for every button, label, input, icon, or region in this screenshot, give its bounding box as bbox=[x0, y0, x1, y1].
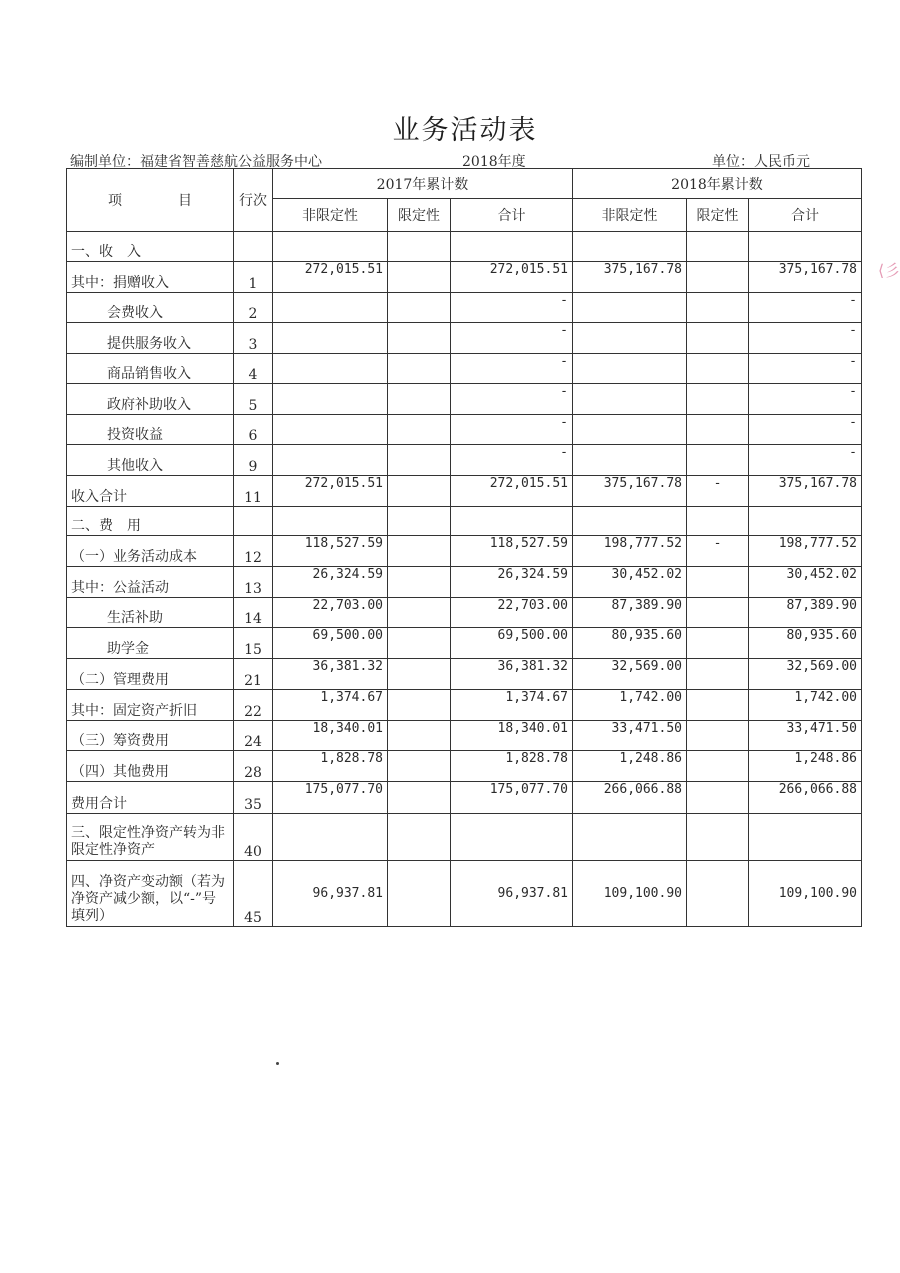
cell-2018-restricted bbox=[687, 721, 749, 751]
cell-2017-total: 1,374.67 bbox=[451, 690, 573, 721]
organization-label: 编制单位：福建省智善慈航公益服务中心 bbox=[70, 154, 322, 170]
row-line-number: 6 bbox=[234, 415, 273, 445]
cell-2017-restricted bbox=[388, 598, 451, 628]
cell-2017-unrestricted: 1,828.78 bbox=[273, 751, 388, 782]
cell-2018-total bbox=[749, 814, 862, 861]
cell-2017-total: - bbox=[451, 354, 573, 384]
cell-2017-unrestricted bbox=[273, 323, 388, 354]
cell-2018-unrestricted bbox=[573, 323, 687, 354]
cell-2017-restricted bbox=[388, 690, 451, 721]
cell-2018-restricted bbox=[687, 507, 749, 536]
table-row bbox=[67, 476, 862, 507]
cell-2018-total: 33,471.50 bbox=[749, 721, 862, 751]
row-item-label: （三）筹资费用 bbox=[67, 721, 234, 751]
cell-2017-restricted bbox=[388, 567, 451, 598]
cell-2017-total: 272,015.51 bbox=[451, 476, 573, 507]
cell-2017-restricted bbox=[388, 536, 451, 567]
cell-2017-total: - bbox=[451, 293, 573, 323]
cell-2018-restricted bbox=[687, 814, 749, 861]
cell-2017-restricted bbox=[388, 721, 451, 751]
cell-2017-total: 36,381.32 bbox=[451, 659, 573, 690]
cell-2018-unrestricted bbox=[573, 814, 687, 861]
cell-2017-unrestricted: 18,340.01 bbox=[273, 721, 388, 751]
table-row bbox=[67, 659, 862, 690]
cell-2017-total: 96,937.81 bbox=[451, 861, 573, 927]
cell-2017-restricted bbox=[388, 628, 451, 659]
cell-2018-unrestricted bbox=[573, 445, 687, 476]
cell-2017-restricted bbox=[388, 782, 451, 814]
row-line-number: 15 bbox=[234, 628, 273, 659]
row-item-label: 会费收入 bbox=[67, 293, 234, 323]
row-line-number: 40 bbox=[234, 814, 273, 861]
cell-2018-unrestricted: 87,389.90 bbox=[573, 598, 687, 628]
row-line-number: 12 bbox=[234, 536, 273, 567]
cell-2017-restricted bbox=[388, 476, 451, 507]
cell-2018-restricted bbox=[687, 232, 749, 262]
group-header-2017: 2017年累计数 bbox=[273, 169, 573, 199]
cell-2017-unrestricted: 22,703.00 bbox=[273, 598, 388, 628]
row-line-number: 11 bbox=[234, 476, 273, 507]
cell-2018-unrestricted bbox=[573, 293, 687, 323]
cell-2017-total: - bbox=[451, 445, 573, 476]
cell-2018-restricted bbox=[687, 628, 749, 659]
table-row bbox=[67, 445, 862, 476]
col-2017-unrestricted: 非限定性 bbox=[273, 199, 388, 232]
table-row bbox=[67, 262, 862, 293]
table-row bbox=[67, 782, 862, 814]
table-row bbox=[67, 232, 862, 262]
table-row bbox=[67, 861, 862, 927]
cell-2017-total: 26,324.59 bbox=[451, 567, 573, 598]
cell-2018-total: 375,167.78 bbox=[749, 476, 862, 507]
cell-2017-unrestricted bbox=[273, 354, 388, 384]
table-row bbox=[67, 628, 862, 659]
cell-2018-unrestricted: 30,452.02 bbox=[573, 567, 687, 598]
cell-2017-restricted bbox=[388, 751, 451, 782]
cell-2018-unrestricted: 109,100.90 bbox=[573, 861, 687, 927]
table-row bbox=[67, 751, 862, 782]
table-row bbox=[67, 814, 862, 861]
cell-2018-total: - bbox=[749, 384, 862, 415]
table-row bbox=[67, 384, 862, 415]
cell-2017-restricted bbox=[388, 323, 451, 354]
cell-2017-total: 18,340.01 bbox=[451, 721, 573, 751]
cell-2018-total: 266,066.88 bbox=[749, 782, 862, 814]
cell-2017-unrestricted bbox=[273, 232, 388, 262]
cell-2017-total: - bbox=[451, 415, 573, 445]
col-2017-total: 合计 bbox=[451, 199, 573, 232]
cell-2017-total: 22,703.00 bbox=[451, 598, 573, 628]
group-header-2018: 2018年累计数 bbox=[573, 169, 862, 199]
row-item-label: 其中：固定资产折旧 bbox=[67, 690, 234, 721]
cell-2017-total: 175,077.70 bbox=[451, 782, 573, 814]
cell-2017-unrestricted: 272,015.51 bbox=[273, 262, 388, 293]
row-item-label: 收入合计 bbox=[67, 476, 234, 507]
cell-2017-unrestricted bbox=[273, 415, 388, 445]
cell-2018-unrestricted: 1,742.00 bbox=[573, 690, 687, 721]
cell-2018-total: 198,777.52 bbox=[749, 536, 862, 567]
row-item-label: 一、收 入 bbox=[67, 232, 234, 262]
col-2018-total: 合计 bbox=[749, 199, 862, 232]
cell-2017-unrestricted bbox=[273, 293, 388, 323]
fiscal-year-label: 2018年度 bbox=[462, 154, 526, 170]
cell-2017-unrestricted bbox=[273, 384, 388, 415]
cell-2018-total: 32,569.00 bbox=[749, 659, 862, 690]
row-line-number: 14 bbox=[234, 598, 273, 628]
cell-2017-unrestricted: 96,937.81 bbox=[273, 861, 388, 927]
cell-2018-restricted: - bbox=[687, 536, 749, 567]
cell-2017-total: - bbox=[451, 384, 573, 415]
cell-2018-unrestricted bbox=[573, 232, 687, 262]
line-number-column-header: 行次 bbox=[234, 169, 273, 232]
cell-2018-total: 87,389.90 bbox=[749, 598, 862, 628]
cell-2017-total bbox=[451, 814, 573, 861]
row-item-label: 费用合计 bbox=[67, 782, 234, 814]
row-item-label: 助学金 bbox=[67, 628, 234, 659]
cell-2017-restricted bbox=[388, 293, 451, 323]
row-item-label: 三、限定性净资产转为非限定性净资产 bbox=[67, 814, 234, 861]
cell-2018-restricted bbox=[687, 293, 749, 323]
cell-2018-unrestricted: 198,777.52 bbox=[573, 536, 687, 567]
cell-2018-total: - bbox=[749, 354, 862, 384]
business-activity-table bbox=[66, 168, 862, 927]
cell-2017-unrestricted bbox=[273, 445, 388, 476]
cell-2017-unrestricted: 175,077.70 bbox=[273, 782, 388, 814]
row-line-number: 22 bbox=[234, 690, 273, 721]
row-item-label: 其他收入 bbox=[67, 445, 234, 476]
row-item-label: 二、费 用 bbox=[67, 507, 234, 536]
cell-2018-total: - bbox=[749, 293, 862, 323]
cell-2018-total: 30,452.02 bbox=[749, 567, 862, 598]
row-item-label: （一）业务活动成本 bbox=[67, 536, 234, 567]
row-item-label: 商品销售收入 bbox=[67, 354, 234, 384]
table-row bbox=[67, 536, 862, 567]
cell-2017-restricted bbox=[388, 861, 451, 927]
cell-2017-total bbox=[451, 507, 573, 536]
cell-2018-total: 1,742.00 bbox=[749, 690, 862, 721]
cell-2018-total bbox=[749, 232, 862, 262]
cell-2018-restricted bbox=[687, 567, 749, 598]
cell-2018-restricted bbox=[687, 598, 749, 628]
cell-2018-unrestricted: 1,248.86 bbox=[573, 751, 687, 782]
cell-2017-unrestricted bbox=[273, 507, 388, 536]
cell-2018-total: - bbox=[749, 415, 862, 445]
cell-2018-unrestricted bbox=[573, 384, 687, 415]
cell-2018-unrestricted: 266,066.88 bbox=[573, 782, 687, 814]
cell-2017-restricted bbox=[388, 232, 451, 262]
cell-2018-total bbox=[749, 507, 862, 536]
row-line-number: 5 bbox=[234, 384, 273, 415]
row-line-number: 28 bbox=[234, 751, 273, 782]
cell-2017-unrestricted bbox=[273, 814, 388, 861]
cell-2017-total: 1,828.78 bbox=[451, 751, 573, 782]
cell-2017-total bbox=[451, 232, 573, 262]
cell-2018-restricted: - bbox=[687, 476, 749, 507]
row-line-number: 35 bbox=[234, 782, 273, 814]
scan-speck bbox=[276, 1062, 279, 1065]
cell-2018-restricted bbox=[687, 690, 749, 721]
row-item-label: 投资收益 bbox=[67, 415, 234, 445]
cell-2018-restricted bbox=[687, 262, 749, 293]
cell-2018-total: - bbox=[749, 323, 862, 354]
table-row bbox=[67, 507, 862, 536]
seal-stamp-fragment: ⟨彡 bbox=[878, 261, 900, 280]
row-item-label: 政府补助收入 bbox=[67, 384, 234, 415]
cell-2018-restricted bbox=[687, 659, 749, 690]
cell-2018-unrestricted: 33,471.50 bbox=[573, 721, 687, 751]
cell-2017-unrestricted: 36,381.32 bbox=[273, 659, 388, 690]
cell-2018-restricted bbox=[687, 323, 749, 354]
cell-2017-total: - bbox=[451, 323, 573, 354]
row-line-number: 2 bbox=[234, 293, 273, 323]
row-item-label: 提供服务收入 bbox=[67, 323, 234, 354]
table-row bbox=[67, 567, 862, 598]
row-line-number: 1 bbox=[234, 262, 273, 293]
table-row bbox=[67, 690, 862, 721]
cell-2018-total: 375,167.78 bbox=[749, 262, 862, 293]
cell-2018-unrestricted bbox=[573, 354, 687, 384]
cell-2017-unrestricted: 1,374.67 bbox=[273, 690, 388, 721]
table-row bbox=[67, 598, 862, 628]
cell-2018-unrestricted: 32,569.00 bbox=[573, 659, 687, 690]
row-item-label: （四）其他费用 bbox=[67, 751, 234, 782]
cell-2018-unrestricted bbox=[573, 415, 687, 445]
cell-2018-total: 1,248.86 bbox=[749, 751, 862, 782]
cell-2018-unrestricted: 80,935.60 bbox=[573, 628, 687, 659]
row-line-number bbox=[234, 232, 273, 262]
cell-2018-total: 80,935.60 bbox=[749, 628, 862, 659]
cell-2018-total: 109,100.90 bbox=[749, 861, 862, 927]
cell-2018-restricted bbox=[687, 384, 749, 415]
row-item-label: 其中：公益活动 bbox=[67, 567, 234, 598]
cell-2018-restricted bbox=[687, 782, 749, 814]
cell-2018-restricted bbox=[687, 415, 749, 445]
cell-2018-restricted bbox=[687, 354, 749, 384]
table-row bbox=[67, 354, 862, 384]
row-line-number: 24 bbox=[234, 721, 273, 751]
col-2018-unrestricted: 非限定性 bbox=[573, 199, 687, 232]
col-2018-restricted: 限定性 bbox=[687, 199, 749, 232]
cell-2017-total: 272,015.51 bbox=[451, 262, 573, 293]
row-item-label: 其中：捐赠收入 bbox=[67, 262, 234, 293]
row-line-number bbox=[234, 507, 273, 536]
cell-2018-restricted bbox=[687, 445, 749, 476]
cell-2017-restricted bbox=[388, 659, 451, 690]
cell-2017-unrestricted: 118,527.59 bbox=[273, 536, 388, 567]
row-line-number: 13 bbox=[234, 567, 273, 598]
row-line-number: 4 bbox=[234, 354, 273, 384]
row-line-number: 45 bbox=[234, 861, 273, 927]
row-item-label: 生活补助 bbox=[67, 598, 234, 628]
cell-2018-restricted bbox=[687, 751, 749, 782]
cell-2017-restricted bbox=[388, 262, 451, 293]
cell-2018-unrestricted: 375,167.78 bbox=[573, 476, 687, 507]
cell-2018-unrestricted bbox=[573, 507, 687, 536]
row-line-number: 21 bbox=[234, 659, 273, 690]
cell-2017-total: 69,500.00 bbox=[451, 628, 573, 659]
cell-2017-unrestricted: 272,015.51 bbox=[273, 476, 388, 507]
cell-2017-unrestricted: 69,500.00 bbox=[273, 628, 388, 659]
cell-2017-total: 118,527.59 bbox=[451, 536, 573, 567]
col-2017-restricted: 限定性 bbox=[388, 199, 451, 232]
cell-2018-unrestricted: 375,167.78 bbox=[573, 262, 687, 293]
table-row bbox=[67, 293, 862, 323]
cell-2017-restricted bbox=[388, 415, 451, 445]
item-column-header: 项 目 bbox=[67, 169, 234, 232]
cell-2018-total: - bbox=[749, 445, 862, 476]
cell-2017-restricted bbox=[388, 507, 451, 536]
row-line-number: 3 bbox=[234, 323, 273, 354]
row-item-label: （二）管理费用 bbox=[67, 659, 234, 690]
cell-2018-restricted bbox=[687, 861, 749, 927]
cell-2017-restricted bbox=[388, 384, 451, 415]
cell-2017-restricted bbox=[388, 814, 451, 861]
cell-2017-restricted bbox=[388, 354, 451, 384]
row-item-label: 四、净资产变动额（若为净资产减少额，以“-”号填列） bbox=[67, 861, 234, 927]
row-line-number: 9 bbox=[234, 445, 273, 476]
report-title: 业务活动表 bbox=[392, 115, 538, 146]
table-row bbox=[67, 323, 862, 354]
cell-2017-restricted bbox=[388, 445, 451, 476]
table-row bbox=[67, 415, 862, 445]
currency-unit-label: 单位：人民币元 bbox=[712, 154, 810, 170]
cell-2017-unrestricted: 26,324.59 bbox=[273, 567, 388, 598]
table-row bbox=[67, 721, 862, 751]
